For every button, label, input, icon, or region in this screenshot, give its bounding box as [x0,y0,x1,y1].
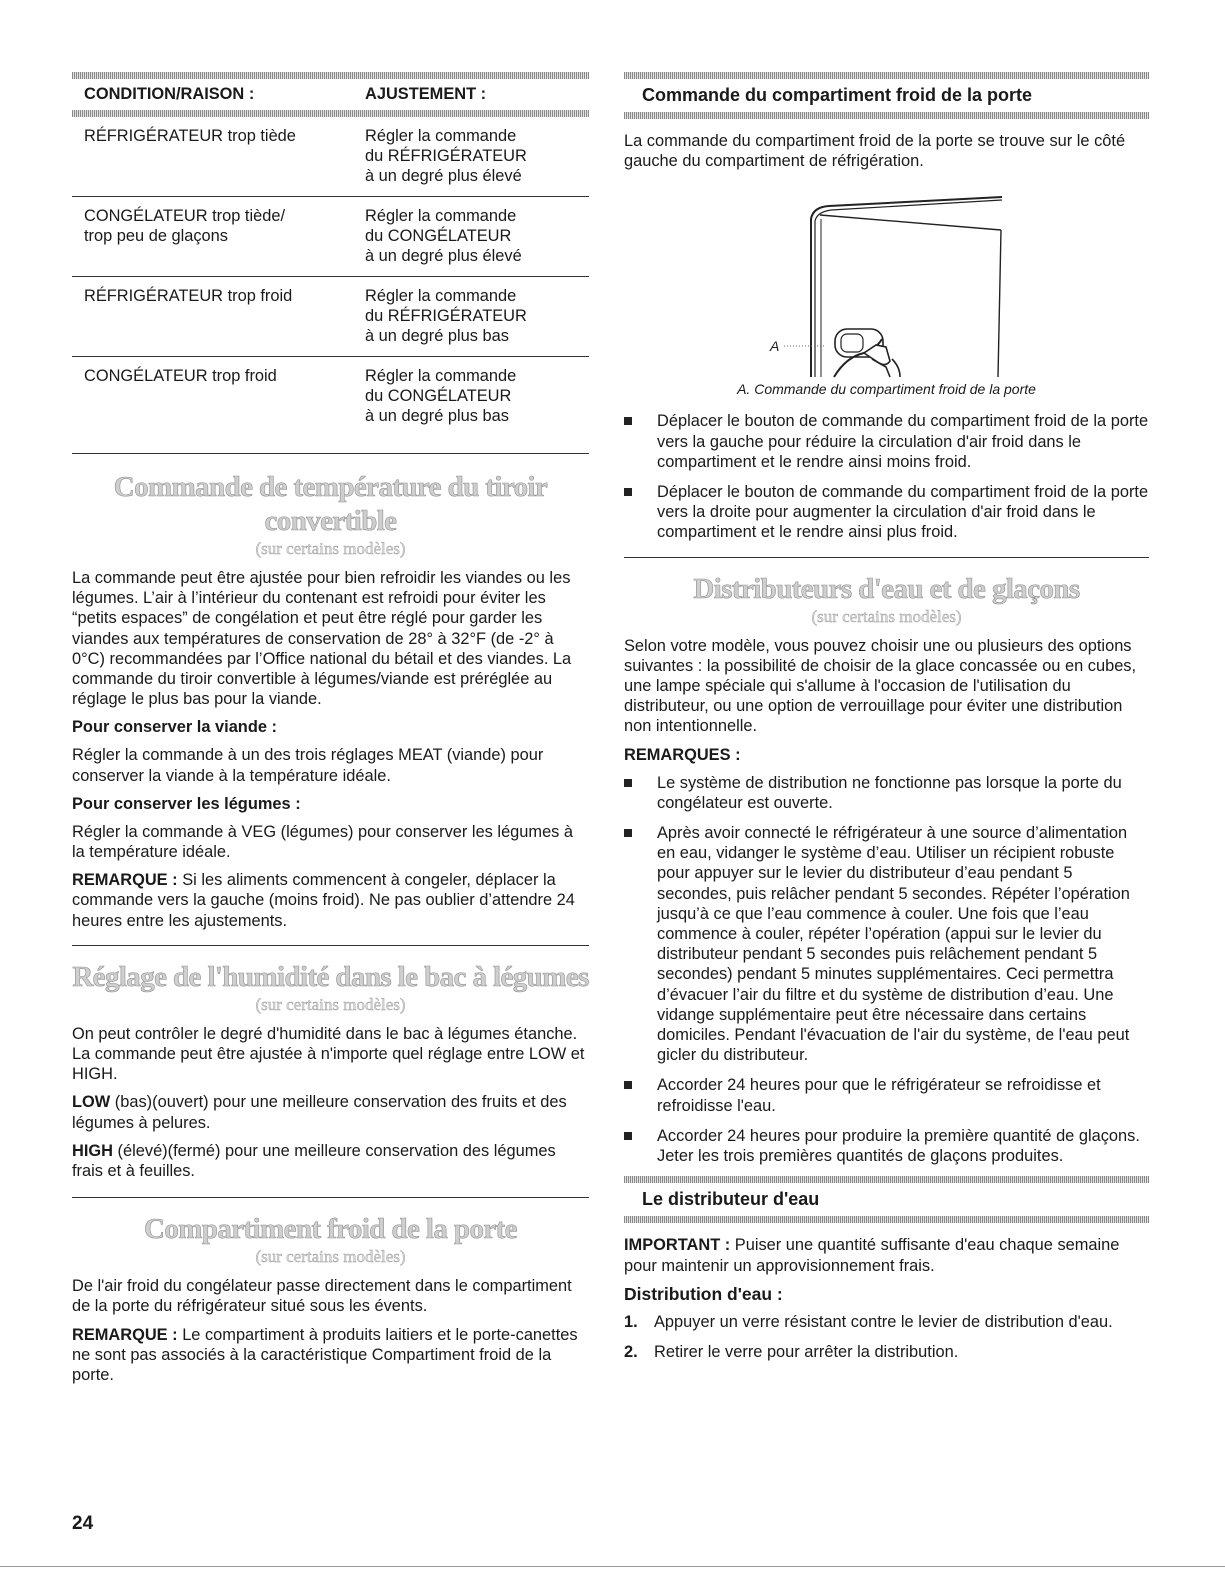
important-text: Puiser une quantité suffisante d'eau chaque semaine pour maintenir un approvisionnement frais. [624,1236,1120,1275]
table-header [72,79,589,110]
step-number: 2. [624,1342,638,1361]
adjust-header: AJUSTEMENT : [365,85,487,103]
dispensers-section-subtitle: (sur certains modèles) [811,606,962,626]
adjust-line: Régler la commande [365,287,517,305]
door-cold-body: De l'air froid du congélateur passe directement dans le compartiment de la porte du réfrigérateur situé sous les évents. [72,1277,572,1316]
list-item [624,1126,1149,1166]
water-dispenser-heading: Le distributeur d'eau [642,1189,820,1210]
square-bullet-icon [624,488,632,496]
veg-body: Régler la commande à VEG (légumes) pour conserver les légumes à la température idéale. [72,822,574,862]
adjust-cell [365,206,589,266]
condition-header: CONDITION/RAISON : [84,85,255,103]
dispenser-notes-list [624,773,1149,1167]
section-bottom-band [624,112,1149,119]
adjust-cell [365,126,589,186]
section-divider [72,945,589,960]
meat-body: Régler la commande à un des trois réglages MEAT (viande) pour conserver la viande à la température idéale. [72,746,544,785]
low-text: (bas)(ouvert) pour une meilleure conservation des fruits et des légumes à pelures. [72,1093,567,1132]
dispensers-body: Selon votre modèle, vous pouvez choisir une ou plusieurs des options suivantes : la possibilité de choisir de la glace concassée ou en cubes, une lampe spéciale qui s'allume à l'occasion de l'utilisation du distributeur, ou une option de verrouillage pour éviter une distribution non intentionnelle. [624,636,1137,736]
left-column [72,72,589,1393]
humidity-body: On peut contrôler le degré d'humidité dans le bac à légumes étanche. La commande peut être ajustée à n'importe quel réglage entre LOW et HIGH. [72,1024,585,1084]
page-number: 24 [72,1513,94,1534]
square-bullet-icon [624,779,632,787]
drawer-section-subtitle: (sur certains modèles) [255,539,406,558]
section-bottom-band [624,1216,1149,1223]
table-header-band [72,110,589,117]
door-control-figure [624,179,1149,379]
figure-caption: A. Commande du compartiment froid de la porte [737,381,1036,398]
adjust-line: à un degré plus élevé [365,247,522,265]
adjust-line: à un degré plus bas [365,407,509,425]
square-bullet-icon [624,1081,632,1089]
condition-cell: CONGÉLATEUR trop froid [84,367,277,385]
steps-heading: Distribution d'eau : [624,1283,783,1304]
veg-heading: Pour conserver les légumes : [72,794,301,813]
important-note [624,1235,1149,1275]
notes-heading: REMARQUES : [624,745,741,764]
drawer-section-title: Commande de température du tiroir convertible [113,471,548,537]
adjust-line: à un degré plus bas [365,327,509,345]
note-text: Le compartiment à produits laitiers et le porte-canettes ne sont pas associés à la caractéristique Compartiment froid de la porte. [72,1325,578,1385]
list-item-text: Retirer le verre pour arrêter la distribution. [654,1342,959,1361]
high-text: (élevé)(fermé) pour une meilleure conservation des légumes frais et à feuilles. [72,1141,556,1181]
table-row [72,357,589,436]
square-bullet-icon [624,417,632,425]
adjust-line: Régler la commande [365,207,517,225]
section-top-band [624,72,1149,79]
square-bullet-icon [624,1132,632,1140]
door-control-body: La commande du compartiment froid de la porte se trouve sur le côté gauche du compartiment de réfrigération. [624,132,1126,171]
list-item [624,1342,1149,1362]
humidity-section-title: Réglage de l'humidité dans le bac à légumes [72,960,589,993]
page-bottom-rule [0,1566,1225,1567]
dispensers-section-title: Distributeurs d'eau et de glaçons [693,572,1080,605]
list-item-text: Le système de distribution ne fonctionne pas lorsque la porte du congélateur est ouverte. [657,773,1122,812]
list-item-text: Déplacer le bouton de commande du compartiment froid de la porte vers la droite pour augmenter la circulation d'air froid dans le compartiment et le rendre ainsi plus froid. [657,483,1149,542]
low-setting-text [72,1092,589,1132]
condition-cell: RÉFRIGÉRATEUR trop tiède [84,127,296,145]
adjust-line: à un degré plus élevé [365,167,522,185]
door-cold-section-title: Compartiment froid de la porte [144,1213,517,1246]
adjust-line: du RÉFRIGÉRATEUR [365,307,527,325]
step-number: 1. [624,1312,638,1331]
note-text: Si les aliments commencent à congeler, déplacer la commande vers la gauche (moins froid). Ne pas oublier d’attendre 24 heures entre les ajustements. [72,871,575,930]
high-label: HIGH [72,1141,113,1160]
square-bullet-icon [624,829,632,837]
section-divider [72,1197,589,1212]
table-row [72,277,589,357]
list-item [624,1312,1149,1332]
condition-cell: RÉFRIGÉRATEUR trop froid [84,287,293,305]
important-label: IMPORTANT : [624,1236,731,1255]
drawer-body: La commande peut être ajustée pour bien refroidir les viandes ou les légumes. L’air à l’intérieur du contenant est refroidi pour éviter les “petits espaces” de congélation et peut être réglé pour garder les viandes aux températures de conservation de 28° à 32°F (de -2° à 0°C) recommandées par l’Office national du bétail et des viandes. La commande du tiroir convertible à légumes/viande est préréglée au réglage le plus bas pour la viande. [72,569,572,709]
condition-cell: CONGÉLATEUR trop tiède/ trop peu de glaçons [84,207,286,245]
adjust-line: du RÉFRIGÉRATEUR [365,147,527,165]
meat-heading: Pour conserver la viande : [72,718,277,737]
note-label: REMARQUE : [72,1325,178,1344]
adjust-cell [365,286,589,346]
section-divider [72,453,589,470]
figure-label-a: A [770,338,780,355]
adjust-cell [365,366,589,426]
adjust-line: du CONGÉLATEUR [365,387,512,405]
door-control-bullets [624,411,1149,542]
list-item [624,482,1149,543]
list-item [624,773,1149,813]
high-setting-text [72,1141,589,1181]
door-control-illustration [624,179,1149,379]
drawer-note [72,870,589,931]
adjust-line: du CONGÉLATEUR [365,227,512,245]
list-item-text: Déplacer le bouton de commande du compartiment froid de la porte vers la gauche pour réduire la circulation d'air froid dans le compartiment et le rendre ainsi moins froid. [657,412,1149,471]
door-control-heading: Commande du compartiment froid de la porte [642,85,1033,105]
table-top-band [72,72,589,79]
door-cold-note [72,1325,589,1386]
right-column [624,72,1149,1372]
water-steps-list [624,1312,1149,1362]
list-item-text: Appuyer un verre résistant contre le levier de distribution d'eau. [654,1312,1113,1331]
list-item-text: Après avoir connecté le réfrigérateur à une source d’alimentation en eau, vidanger le système d’eau. Utiliser un récipient robuste pour appuyer sur le levier du distributeur d’eau pendant 5 secondes, puis relâcher pendant 5 secondes. Répéter l’opération jusqu’à ce que l’eau commence à couler. Une fois que l’eau commence à couler, répéter l’opération (appui sur le levier du distributeur pendant 5 secondes puis relâchement pendant 5 secondes) pendant 5 minutes supplémentaires. Ceci permettra d’évacuer l’air du filtre et du système de distribution d’eau. Une vidange supplémentaire peut être nécessaire dans certains domiciles. Pendant l'évacuation de l'air du système, de l'eau peut gicler du distributeur. [657,824,1130,1065]
list-item-text: Accorder 24 heures pour que le réfrigérateur se refroidisse et refroidisse l'eau. [657,1076,1101,1115]
list-item [624,823,1149,1065]
table-row [72,197,589,277]
note-label: REMARQUE : [72,871,178,890]
list-item-text: Accorder 24 heures pour produire la première quantité de glaçons. Jeter les trois premières quantités de glaçons produites. [657,1126,1140,1166]
humidity-section-subtitle: (sur certains modèles) [255,994,406,1014]
section-top-band [624,1176,1149,1183]
list-item [624,411,1149,472]
table-row [72,117,589,197]
adjust-line: Régler la commande [365,127,517,145]
door-cold-section-subtitle: (sur certains modèles) [255,1247,406,1267]
section-divider [624,557,1149,572]
adjust-line: Régler la commande [365,367,517,385]
low-label: LOW [72,1093,111,1112]
list-item [624,1075,1149,1115]
